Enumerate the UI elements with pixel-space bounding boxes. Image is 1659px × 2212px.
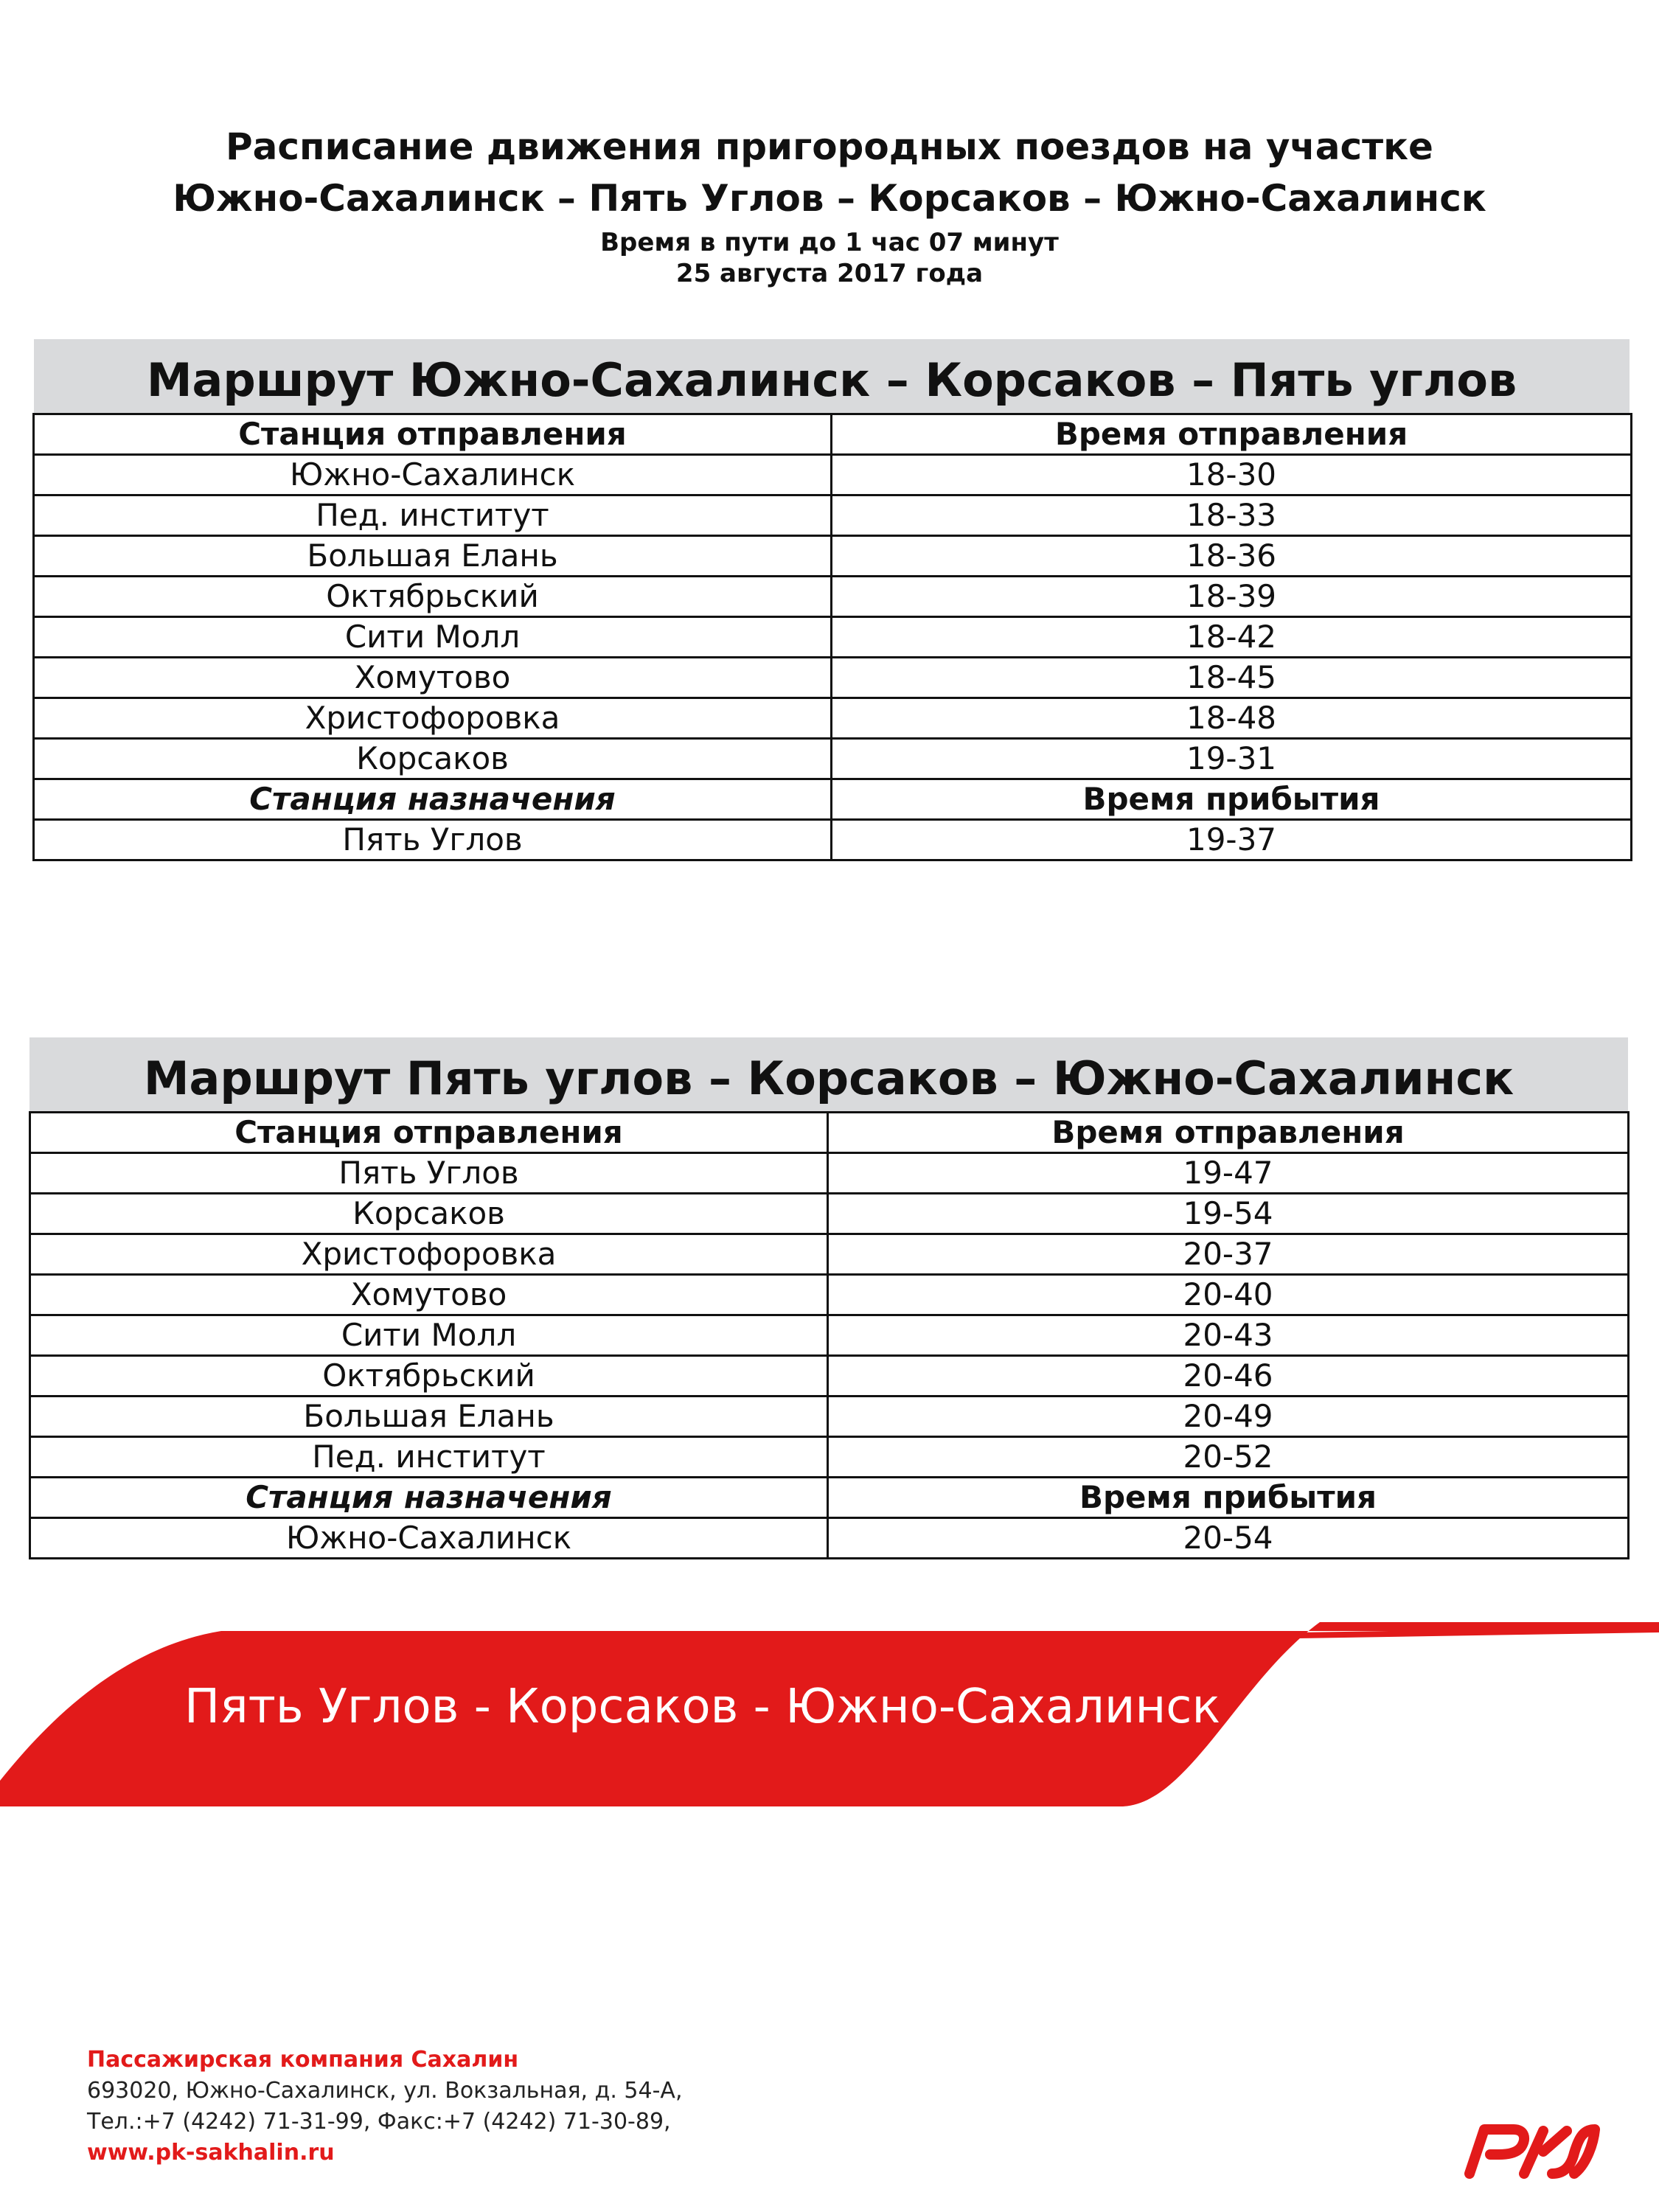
table-row xyxy=(30,1194,1629,1234)
station-cell: Пед. институт xyxy=(34,495,832,536)
schedule-title: Расписание движения пригородных поездов на участке xyxy=(226,125,1433,168)
time-cell: 19-31 xyxy=(832,739,1632,779)
column-header-time: Время отправления xyxy=(832,414,1632,455)
time-cell: 18-48 xyxy=(832,698,1632,739)
time-cell: 18-42 xyxy=(832,617,1632,658)
station-cell: Хомутово xyxy=(30,1275,828,1315)
time-cell: 18-39 xyxy=(832,577,1632,617)
station-cell: Корсаков xyxy=(34,739,832,779)
table-row xyxy=(34,820,1632,860)
table-row xyxy=(30,1234,1629,1275)
rzd-logo-icon xyxy=(1456,2109,1604,2183)
time-cell: 18-33 xyxy=(832,495,1632,536)
station-cell: Христофоровка xyxy=(30,1234,828,1275)
table-row xyxy=(30,1518,1629,1559)
route-title: Маршрут Пять углов – Корсаков – Южно-Сахалинск xyxy=(29,1037,1628,1111)
schedule-table xyxy=(29,1111,1630,1559)
travel-time: Время в пути до 1 час 07 минут xyxy=(600,228,1059,257)
company-phones: Тел.:+7 (4242) 71-31-99, Факс:+7 (4242) 71-30-89, xyxy=(87,2109,671,2135)
station-cell: Большая Елань xyxy=(30,1397,828,1437)
company-website[interactable]: www.pk-sakhalin.ru xyxy=(87,2140,335,2166)
schedule-date: 25 августа 2017 года xyxy=(675,259,984,288)
time-cell: 18-45 xyxy=(832,658,1632,698)
table-row xyxy=(34,577,1632,617)
time-cell: 20-40 xyxy=(828,1275,1629,1315)
route-title: Маршрут Южно-Сахалинск – Корсаков – Пять углов xyxy=(34,339,1630,413)
time-cell: 19-54 xyxy=(828,1194,1629,1234)
station-cell: Южно-Сахалинск xyxy=(34,455,832,495)
time-cell: 18-30 xyxy=(832,455,1632,495)
arrival-time-header: Время прибытия xyxy=(832,779,1632,820)
column-header-station: Станция отправления xyxy=(30,1113,828,1153)
destination-header-row xyxy=(34,779,1632,820)
station-cell: Пять Углов xyxy=(30,1153,828,1194)
column-header-time: Время отправления xyxy=(828,1113,1629,1153)
time-cell: 20-52 xyxy=(828,1437,1629,1478)
station-cell: Большая Елань xyxy=(34,536,832,577)
table-row xyxy=(34,495,1632,536)
table-row xyxy=(34,617,1632,658)
table-row xyxy=(34,455,1632,495)
time-cell: 20-46 xyxy=(828,1356,1629,1397)
banner-route-text: Пять Углов - Корсаков - Южно-Сахалинск xyxy=(184,1680,1221,1734)
table-row xyxy=(34,739,1632,779)
time-cell: 19-47 xyxy=(828,1153,1629,1194)
table-header-row xyxy=(34,414,1632,455)
destination-header-row xyxy=(30,1478,1629,1518)
table-row xyxy=(30,1153,1629,1194)
station-cell: Корсаков xyxy=(30,1194,828,1234)
destination-station-header: Станция назначения xyxy=(30,1478,828,1518)
time-cell: 20-49 xyxy=(828,1397,1629,1437)
station-cell: Сити Молл xyxy=(30,1315,828,1356)
table-row xyxy=(30,1437,1629,1478)
station-cell: Хомутово xyxy=(34,658,832,698)
table-row xyxy=(34,536,1632,577)
company-name: Пассажирская компания Сахалин xyxy=(87,2047,519,2073)
time-cell: 20-43 xyxy=(828,1315,1629,1356)
schedule-section: Южно-Сахалинск – Пять Углов – Корсаков – Южно-Сахалинск xyxy=(173,177,1486,220)
arrival-time-cell: 19-37 xyxy=(832,820,1632,860)
station-cell: Октябрьский xyxy=(34,577,832,617)
station-cell: Пед. институт xyxy=(30,1437,828,1478)
arrival-time-cell: 20-54 xyxy=(828,1518,1629,1559)
table-row xyxy=(34,658,1632,698)
time-cell: 18-36 xyxy=(832,536,1632,577)
arrival-time-header: Время прибытия xyxy=(828,1478,1629,1518)
table-row xyxy=(30,1356,1629,1397)
destination-station-cell: Пять Углов xyxy=(34,820,832,860)
destination-station-cell: Южно-Сахалинск xyxy=(30,1518,828,1559)
table-row xyxy=(34,698,1632,739)
table-row xyxy=(30,1275,1629,1315)
column-header-station: Станция отправления xyxy=(34,414,832,455)
destination-station-header: Станция назначения xyxy=(34,779,832,820)
station-cell: Октябрьский xyxy=(30,1356,828,1397)
table-row xyxy=(30,1397,1629,1437)
schedule-table xyxy=(32,413,1632,861)
station-cell: Сити Молл xyxy=(34,617,832,658)
company-address: 693020, Южно-Сахалинск, ул. Вокзальная, д. 54-А, xyxy=(87,2078,683,2104)
table-row xyxy=(30,1315,1629,1356)
station-cell: Христофоровка xyxy=(34,698,832,739)
table-header-row xyxy=(30,1113,1629,1153)
time-cell: 20-37 xyxy=(828,1234,1629,1275)
